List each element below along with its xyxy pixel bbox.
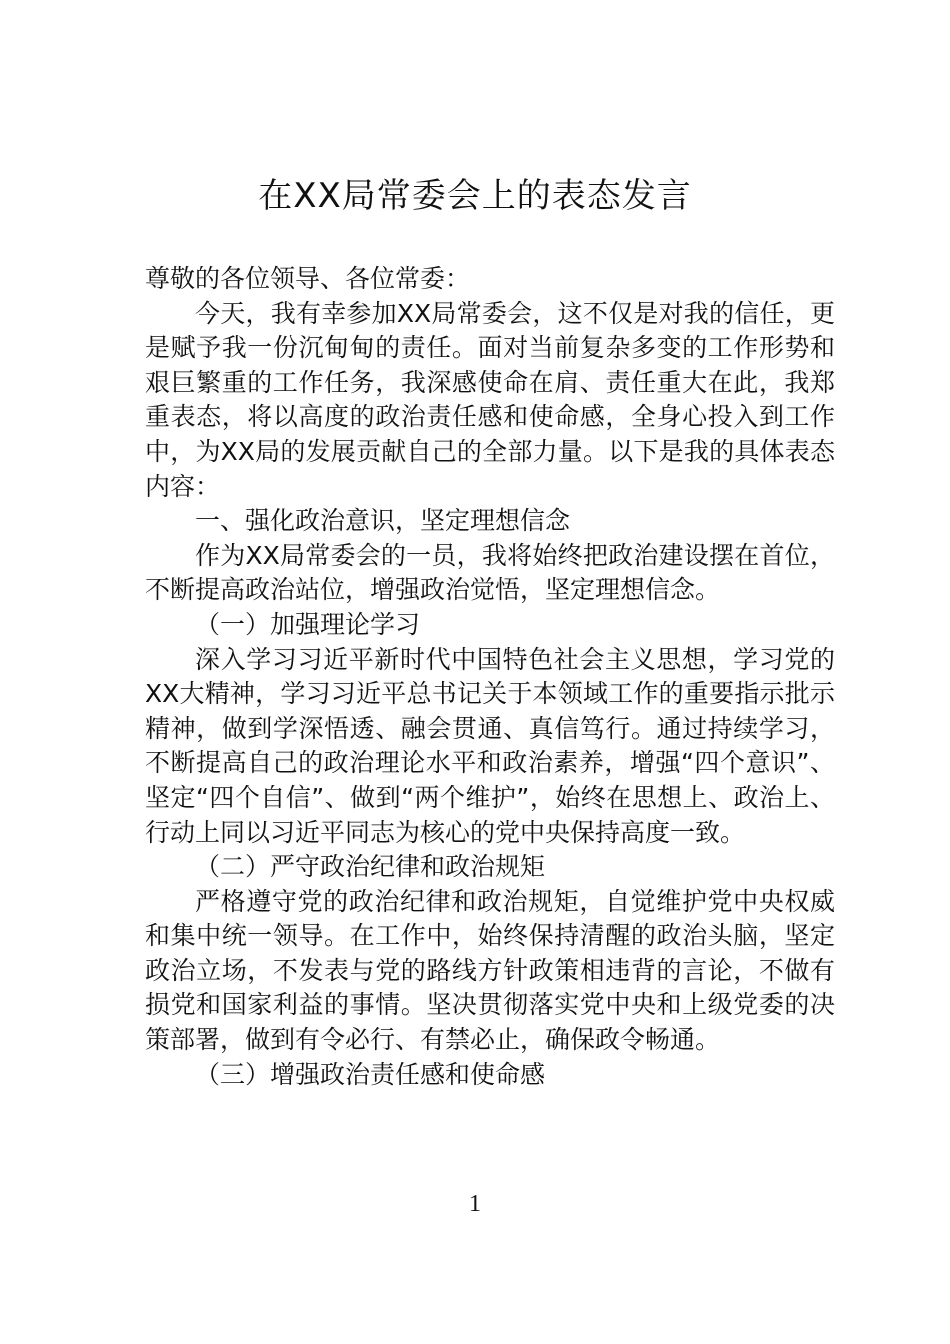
subsection-2-body: 严格遵守党的政治纪律和政治规矩，自觉维护党中央权威和集中统一领导。在工作中，始终保持清醒的政治头脑，坚定政治立场，不发表与党的路线方针政策相违背的言论，不做有损党和国家利益的事情。坚决贯彻落实党中央和上级党委的决策部署，做到有令必行、有禁必止，确保政令畅通。	[145, 886, 835, 1055]
subsection-heading-1: （一）加强理论学习	[195, 609, 421, 639]
subsection-heading-2: （二）严守政治纪律和政治规矩	[195, 852, 546, 882]
section-1-intro: 作为XX局常委会的一员，我将始终把政治建设摆在首位，不断提高政治站位，增强政治觉悟，坚定理想信念。	[145, 540, 835, 605]
document-body	[145, 262, 835, 1092]
salutation: 尊敬的各位领导、各位常委：	[145, 264, 471, 293]
subsection-1-body: 深入学习习近平新时代中国特色社会主义思想，学习党的XX大精神，学习习近平总书记关于本领域工作的重要指示批示精神，做到学深悟透、融会贯通、真信笃行。通过持续学习，不断提高自己的政治理论水平和政治素养，增强“四个意识”、坚定“四个自信”、做到“两个维护”，始终在思想上、政治上、行动上同以习近平同志为核心的党中央保持高度一致。	[145, 644, 835, 847]
subsection-heading-3: （三）增强政治责任感和使命感	[195, 1059, 546, 1089]
document-title: 在XX局常委会上的表态发言	[258, 176, 692, 216]
page-number: 1	[469, 1191, 481, 1217]
opening-paragraph: 今天，我有幸参加XX局常委会，这不仅是对我的信任，更是赋予我一份沉甸甸的责任。面对当前复杂多变的工作形势和艰巨繁重的工作任务，我深感使命在肩、责任重大在此，我郑重表态，将以高度的政治责任感和使命感，全身心投入到工作中，为XX局的发展贡献自己的全部力量。以下是我的具体表态内容：	[145, 298, 835, 501]
section-heading-1: 一、强化政治意识，坚定理想信念	[195, 506, 571, 536]
